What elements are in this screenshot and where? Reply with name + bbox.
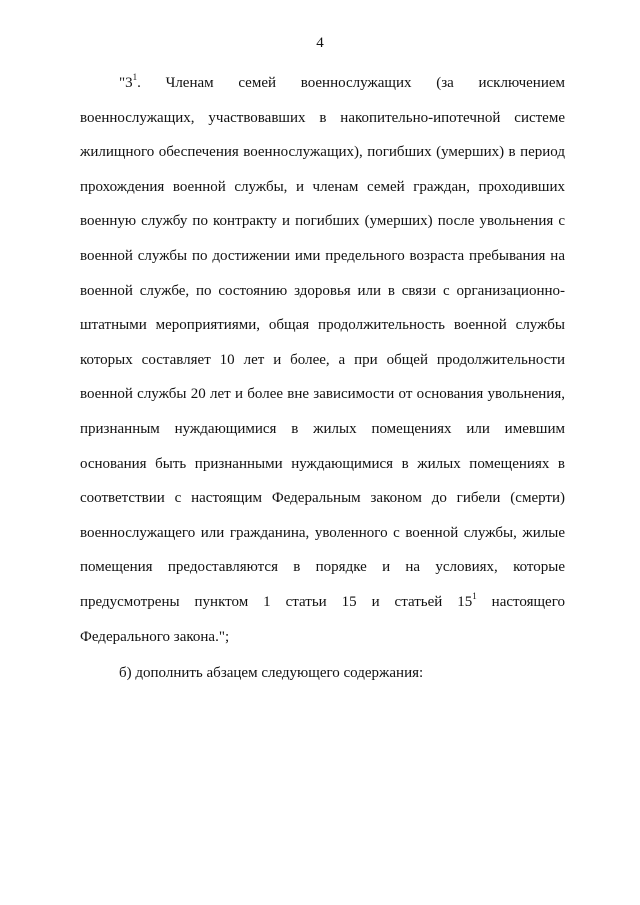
clause-text: . Членам семей военнослужащих (за исключением военнослужащих, участвовавших в накопительно-ипотечной системе жилищного обеспечения военнослужащих), погибших (умерших) в период прохождения военной службы, и членам семей граждан, проходивших военную службу по контракту и погибших (умерших) после увольнения с военной службы по достижении ими предельного возраста пребывания на военной службе, по состоянию здоровья или в связи с организационно-штатными мероприятиями, общая продолжительность военной службы которых составляет 10 лет и более, а при общей продолжительности военной службы 20 лет и более вне зависимости от основания увольнения, признанным нуждающимися в жилых помещениях или имевшим основания быть признанными нуждающимися в жилых помещениях в соответствии с настоящим Федеральным законом до гибели (смерти) военнослужащего или гражданина, уволенного с военной службы, жилые помещения предоставляются в порядке и на условиях, которые предусмотрены пунктом 1 статьи 15 и статьей 15 (80, 75, 565, 610)
clause-number: "3 (119, 75, 133, 91)
document-body (80, 66, 565, 690)
paragraph-subitem-b: б) дополнить абзацем следующего содержания: (119, 664, 424, 681)
page-number: 4 (316, 35, 324, 51)
clause-superscript: 1 (132, 72, 138, 82)
article-superscript: 1 (472, 590, 477, 601)
paragraph-clause-3-1 (80, 66, 565, 654)
clause-closing: настоящего Федерального закона."; (80, 593, 565, 645)
